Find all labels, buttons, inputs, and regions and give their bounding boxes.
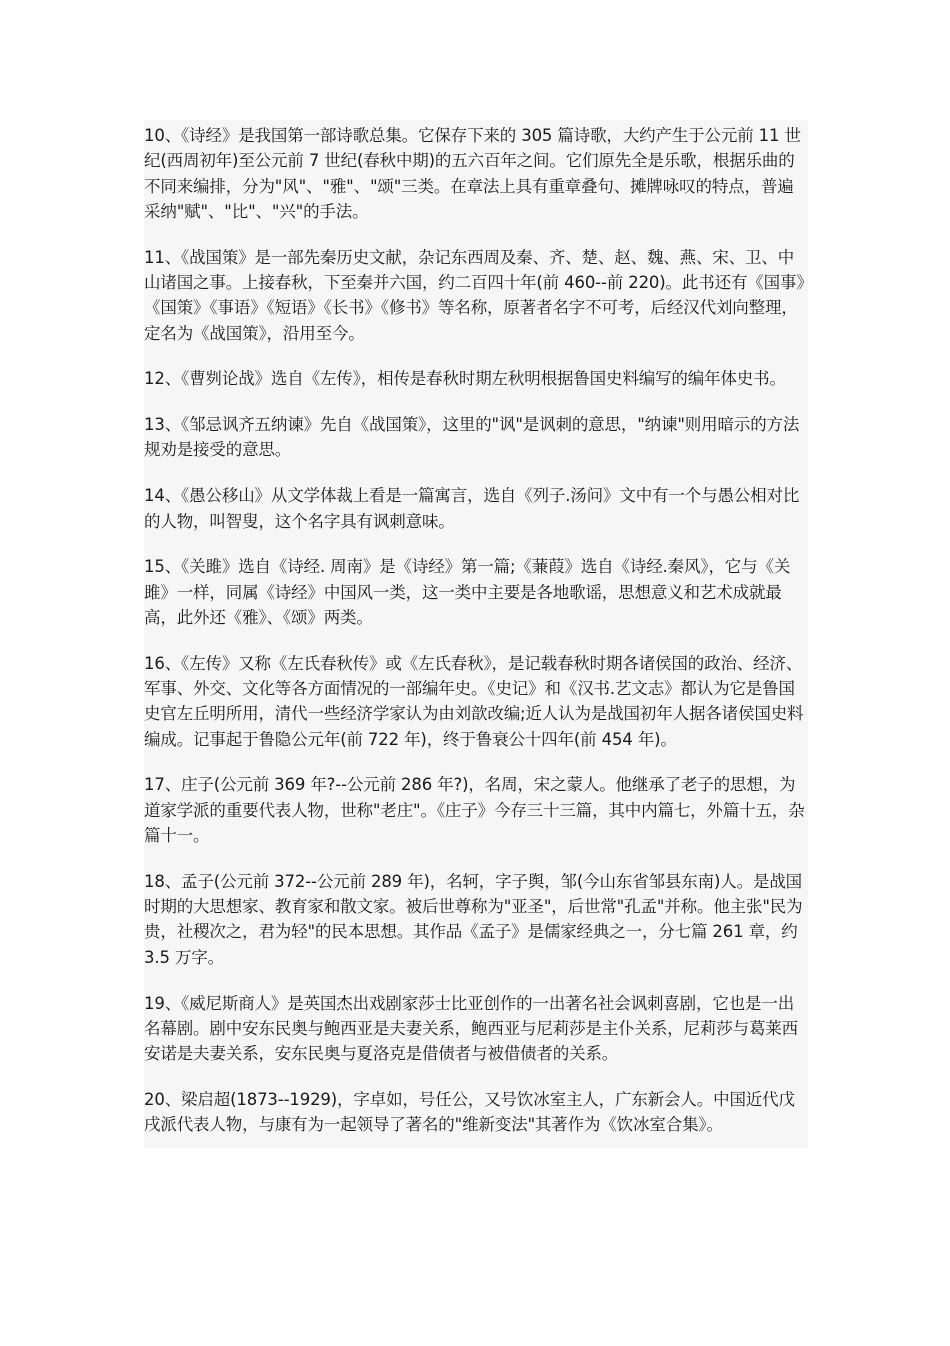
paragraph-10: 10、《诗经》是我国第一部诗歌总集。它保存下来的 305 篇诗歌，大约产生于公元前 11 世纪(西周初年)至公元前 7 世纪(春秋中期)的五六百年之间。它们原先全是乐歌，根据乐曲的不同来编排，分为"风"、"雅"、"颂"三类。在章法上具有重章叠句、摊牌咏叹的特点，普遍采纳"赋"、"比"、"兴"的手法。 (144, 126, 801, 221)
paragraph-12: 12、《曹刿论战》选自《左传》，相传是春秋时期左秋明根据鲁国史料编写的编年体史书。 (144, 369, 786, 389)
paragraph-19: 19、《威尼斯商人》是英国杰出戏剧家莎士比亚创作的一出著名社会讽刺喜剧，它也是一出名幕剧。剧中安东民奥与鲍西亚是夫妻关系，鲍西亚与尼莉莎是主仆关系，尼莉莎与葛莱西安诺是夫妻关系，安东民奥与夏洛克是借债者与被借债者的关系。 (144, 993, 799, 1064)
paragraph-17: 17、庄子(公元前 369 年?--公元前 286 年?)，名周，宋之蒙人。他继承了老子的思想，为道家学派的重要代表人物，世称"老庄"。《庄子》今存三十三篇，其中内篇七，外篇十五，杂篇十一。 (144, 775, 805, 846)
text-block (144, 120, 808, 1148)
paragraph-14: 14、《愚公移山》从文学体裁上看是一篇寓言，选自《列子.汤问》文中有一个与愚公相对比的人物，叫智叟，这个名字具有讽刺意味。 (144, 486, 800, 531)
paragraph-13: 13、《邹忌讽齐五纳谏》先自《战国策》，这里的"讽"是讽刺的意思，"纳谏"则用暗示的方法规劝是接受的意思。 (144, 415, 800, 460)
paragraph-15: 15、《关雎》选自《诗经. 周南》是《诗经》第一篇;《蒹葭》选自《诗经.秦风》，它与《关雎》一样，同属《诗经》中国风一类，这一类中主要是各地歌谣，思想意义和艺术成就最高，此外还《雅》、《颂》两类。 (144, 557, 791, 627)
paragraph-18: 18、孟子(公元前 372--公元前 289 年)，名轲，字子舆，邹(今山东省邹县东南)人。是战国时期的大思想家、教育家和散文家。被后世尊称为"亚圣"，后世常"孔孟"并称。他主张"民为贵，社稷次之，君为轻"的民本思想。其作品《孟子》是儒家经典之一，分七篇 261 章，约 3.5 万字。 (144, 871, 803, 967)
paragraph-list (144, 120, 808, 1138)
paragraph-20: 20、梁启超(1873--1929)，字卓如，号任公，又号饮冰室主人，广东新会人。中国近代戊戌派代表人物，与康有为一起领导了著名的"维新变法"其著作为《饮冰室合集》。 (144, 1089, 795, 1135)
paragraph-11: 11、《战国策》是一部先秦历史文献，杂记东西周及秦、齐、楚、赵、魏、燕、宋、卫、中山诸国之事。上接春秋，下至秦并六国，约二百四十年(前 460--前 220)。此书还有《国事》《国策》《事语》《短语》《长书》《修书》等名称，原著者名字不可考，后经汉代刘向整理，定名为《战国策》，沿用至今。 (144, 247, 805, 343)
paragraph-16: 16、《左传》又称《左氏春秋传》或《左氏春秋》，是记载春秋时期各诸侯国的政治、经济、军事、外交、文化等各方面情况的一部编年史。《史记》和《汉书.艺文志》都认为它是鲁国史官左丘明所用，清代一些经济学家认为由刘歆改编;近人认为是战国初年人据各诸侯国史料编成。记事起于鲁隐公元年(前 722 年)，终于鲁衰公十四年(前 454 年)。 (144, 653, 804, 749)
